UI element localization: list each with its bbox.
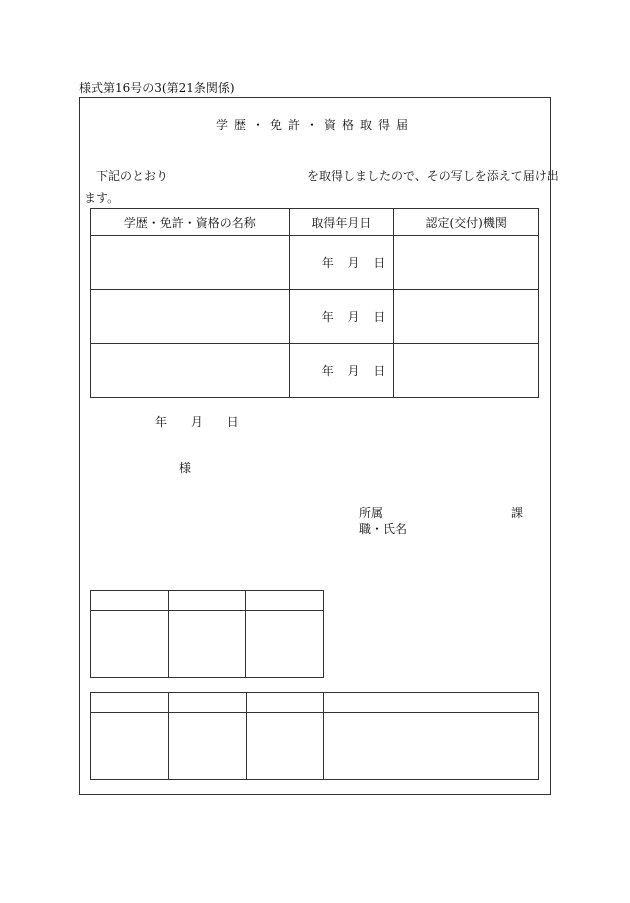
intro-text-end: ます。 [84,191,120,205]
header-qualification-name: 学歴・免許・資格の名称 [91,209,290,236]
qualification-table [90,208,539,398]
record-cell[interactable] [91,713,169,780]
issuing-agency-field[interactable] [394,290,539,344]
addressee-honorific: 様 [179,461,192,475]
header-issuing-agency: 認定(交付)機関 [394,209,539,236]
stamp-header-cell [168,591,246,611]
approval-stamp-table [90,590,324,678]
qualification-name-field[interactable] [91,236,290,290]
stamp-cell[interactable] [168,611,246,678]
processing-record-table [90,692,539,780]
form-title: 学歴・免許・資格取得届 [215,118,414,132]
record-header-row [91,693,539,713]
stamp-cell[interactable] [91,611,169,678]
table-row [91,290,539,344]
qualification-name-field[interactable] [91,344,290,398]
form-frame [79,97,551,795]
record-header-cell [168,693,246,713]
intro-text-middle: を取得しましたので、その写しを添えて届け出 [307,169,559,183]
department-label: 所属 [359,506,384,520]
record-header-cell [324,693,539,713]
table-row [91,236,539,290]
stamp-header-row [91,591,324,611]
stamp-header-cell [246,591,324,611]
record-header-cell [91,693,169,713]
acquisition-date-field[interactable]: 年 月 日 [289,344,394,398]
form-number-label: 様式第16号の3(第21条関係) [79,81,235,95]
submission-date[interactable]: 年 月 日 [155,415,239,429]
record-header-cell [246,693,324,713]
qualification-name-field[interactable] [91,290,290,344]
header-acquisition-date: 取得年月日 [289,209,394,236]
stamp-header-cell [91,591,169,611]
acquisition-date-field[interactable]: 年 月 日 [289,236,394,290]
issuing-agency-field[interactable] [394,344,539,398]
record-cell[interactable] [246,713,324,780]
stamp-cell[interactable] [246,611,324,678]
stamp-body-row [91,611,324,678]
issuing-agency-field[interactable] [394,236,539,290]
record-cell[interactable] [324,713,539,780]
section-label: 課 [511,506,524,520]
position-name-label: 職・氏名 [359,522,408,536]
record-body-row [91,713,539,780]
record-cell[interactable] [168,713,246,780]
intro-text-start: 下記のとおり [96,169,169,183]
table-header-row [91,209,539,236]
acquisition-date-field[interactable]: 年 月 日 [289,290,394,344]
table-row [91,344,539,398]
